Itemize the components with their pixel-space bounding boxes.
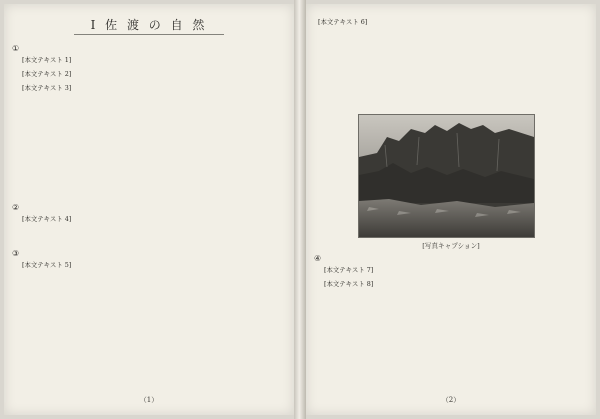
right-page — [306, 4, 596, 415]
figure-caption: [写真キャプション] — [422, 242, 480, 250]
section-3-header — [12, 249, 25, 259]
section-4-number: ④ — [314, 254, 322, 263]
page-number: （1） — [139, 396, 159, 404]
section-1-paragraph-1 — [18, 56, 284, 65]
section-2-number: ② — [12, 203, 20, 212]
page-title: Ⅰ 佐 渡 の 自 然 — [90, 18, 208, 32]
paragraph-text: [本文テキスト 1] — [22, 56, 72, 64]
section-3-number: ③ — [12, 249, 20, 258]
intro-paragraph: [本文テキスト 6] — [318, 18, 368, 26]
book-spine — [294, 0, 306, 419]
section-3-paragraph-1 — [18, 261, 284, 270]
section-2-paragraph-1 — [18, 215, 284, 224]
cliff-coast-photo — [358, 114, 535, 238]
paragraph-text: [本文テキスト 4] — [22, 215, 72, 223]
page-number: （2） — [441, 396, 461, 404]
section-1-header — [12, 44, 25, 54]
section-4-paragraph-1 — [320, 266, 586, 275]
section-4-paragraph-2 — [320, 280, 586, 289]
paragraph-text: [本文テキスト 7] — [324, 266, 374, 274]
paragraph-text: [本文テキスト 3] — [22, 84, 72, 92]
left-page — [4, 4, 294, 415]
section-2-header — [12, 203, 25, 213]
section-1-paragraph-2 — [18, 70, 284, 79]
paragraph-text: [本文テキスト 2] — [22, 70, 72, 78]
section-1-paragraph-3 — [18, 84, 284, 93]
paragraph-text: [本文テキスト 8] — [324, 280, 374, 288]
section-4-header — [314, 254, 327, 264]
title-rule — [74, 34, 224, 35]
section-1-number: ① — [12, 44, 20, 53]
paragraph-text: [本文テキスト 5] — [22, 261, 72, 269]
